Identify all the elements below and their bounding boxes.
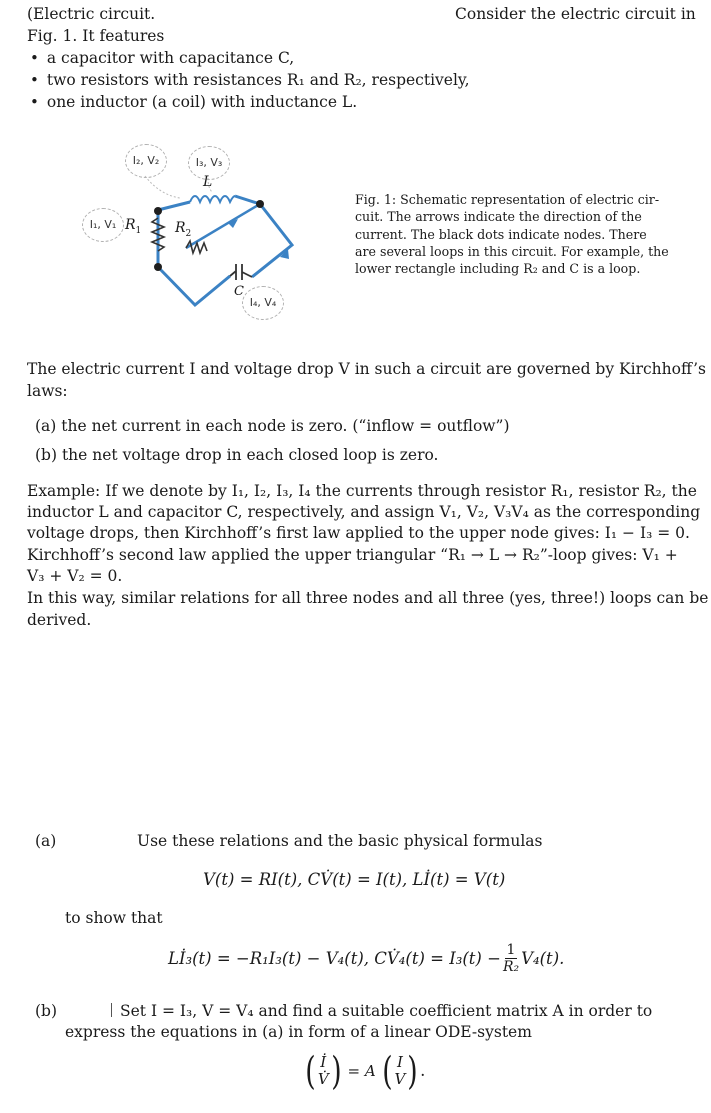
caption-line: lower rectangle including R₂ and C is a loop. [355, 261, 641, 276]
part-a-text: Use these relations and the basic physical formulas [137, 832, 543, 850]
eq2-frac-den: R₂ [502, 959, 520, 975]
label-r2: $R_2$ [175, 220, 192, 239]
node-lower [154, 263, 162, 271]
wire-to-inductor [158, 202, 190, 210]
eq2-left: Lİ₃(t) = −R₁I₃(t) − V₄(t), CV̇₄(t) = I₃(t) − [168, 948, 501, 968]
part-a-show: to show that [65, 909, 163, 927]
example-line: voltage drops, then Kirchhoff’s first law applied to the upper node gives: I₁ − I₃ = 0. [27, 524, 690, 542]
caption-line: cuit. The arrows indicate the direction of the [355, 209, 642, 225]
caption-line: Fig. 1: Schematic representation of electric cir- [355, 192, 660, 207]
node-right [256, 200, 264, 208]
eq-end: . [420, 1060, 426, 1080]
rhs-vector: ( I V ) [381, 1049, 418, 1093]
lhs-vector: ( İ V̇ ) [305, 1049, 342, 1093]
eq2-right: V₄(t). [521, 948, 565, 968]
wire-right [252, 204, 292, 277]
bubble-i3-v3: I₃, V₃ [188, 146, 230, 180]
part-b-line2: express the equations in (a) in form of a linear ODE-system [65, 1023, 532, 1041]
lhs-top: İ [320, 1053, 327, 1071]
caption-line: current. The black dots indicate nodes. There [355, 226, 647, 242]
eq2-fraction [503, 942, 519, 976]
label-r1: $R_1$ [125, 217, 142, 236]
lhs-bottom: V̇ [317, 1070, 329, 1088]
bubble-i4-v4: I₄, V₄ [242, 286, 284, 320]
inductor-coil [190, 196, 235, 202]
eq2-frac-num: 1 [506, 942, 516, 958]
text-cursor [111, 1003, 112, 1017]
rhs-top: I [396, 1053, 403, 1071]
circuit-figure [80, 140, 350, 330]
capacitor [230, 264, 252, 280]
equation-ode-system [303, 1049, 426, 1093]
eq-mid: = A [347, 1061, 376, 1080]
example-line: V₃ + V₂ = 0. [27, 567, 123, 585]
law-a: (a) the net current in each node is zero. (“inflow = outflow”) [35, 417, 510, 435]
node-upper [154, 207, 162, 215]
title-line-right: Consider the electric circuit in [455, 5, 696, 23]
fig-reference-line: Fig. 1. It features [27, 27, 165, 45]
example-line: Example: If we denote by I₁, I₂, I₃, I₄ the currents through resistor R₁, resistor R₂, the [27, 482, 697, 500]
rhs-bottom: V [394, 1070, 406, 1088]
example-line: In this way, similar relations for all three nodes and all three (yes, three!) loops can be [27, 589, 709, 607]
title-line-left: (Electric circuit. [27, 5, 156, 23]
wire-bottom [158, 267, 230, 305]
example-line: derived. [27, 611, 92, 629]
law-b: (b) the net voltage drop in each closed loop is zero. [35, 446, 439, 464]
equation-to-show [168, 942, 564, 976]
bullet-inductor: • one inductor (a coil) with inductance L. [30, 92, 357, 113]
bullet-capacitor: • a capacitor with capacitance C, [30, 48, 294, 69]
label-l: L [203, 174, 213, 190]
bubble-i2-v2: I₂, V₂ [125, 144, 167, 178]
example-line: Kirchhoff’s second law applied the upper triangular “R₁ → L → R₂”-loop gives: V₁ + [27, 546, 678, 564]
bubble-i1-v1: I₁, V₁ [82, 208, 124, 242]
label-c: C [234, 284, 244, 299]
equation-physical-formulas: V(t) = RI(t), CV̇(t) = I(t), Lİ(t) = V(t) [203, 870, 506, 889]
kirchhoff-line: The electric current I and voltage drop V in such a circuit are governed by Kirchhoff’s [27, 360, 706, 378]
part-a-label: (a) [35, 832, 57, 850]
caption-line: are several loops in this circuit. For example, the [355, 243, 669, 259]
kirchhoff-line: laws: [27, 382, 68, 400]
bullet-resistors: • two resistors with resistances R₁ and R₂, respectively, [30, 70, 470, 91]
part-b-line1: Set I = I₃, V = V₄ and find a suitable coefficient matrix A in order to [120, 1002, 653, 1020]
figure-caption [355, 191, 675, 277]
part-b-label: (b) [35, 1002, 58, 1020]
example-line: inductor L and capacitor C, respectively, and assign V₁, V₂, V₃V₄ as the corresponding [27, 503, 701, 521]
